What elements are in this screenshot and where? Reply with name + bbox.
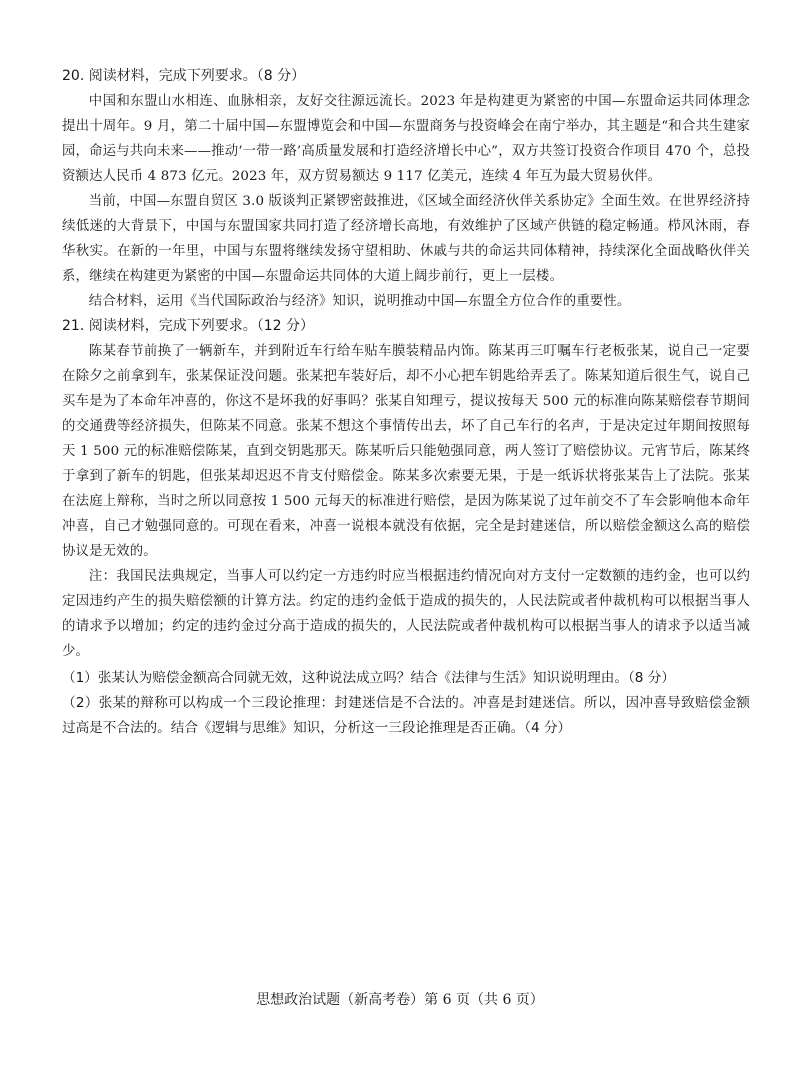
question-21-material-paragraph: 陈某春节前换了一辆新车，并到附近车行给车贴车膜装精品内饰。陈某再三叮嘱车行老板张某，说自己一定要在除夕之前拿到车，张某保证没问题。张某把车装好后，却不小心把车钥匙给弄丢了。陈某知道后很生气，说自己买车是为了本命年冲喜的，你这不是坏我的好事吗？张某自知理亏，提议按每天 500 元的标准向陈某赔偿春节期间的交通费等经济损失，但陈某不同意。张某不想这个事情传出去，坏了自己车行的名声，于是决定过年期间按照每天 1 500 元的标准赔偿陈某，直到交钥匙那天。陈某听后只能勉强同意，两人签订了赔偿协议。元宵节后，陈某终于拿到了新车的钥匙，但张某却迟迟不肯支付赔偿金。陈某多次索要无果，于是一纸诉状将张某告上了法院。张某在法庭上辩称，当时之所以同意按 1 500 元每天的标准进行赔偿，是因为陈某说了过年前交不了车会影响他本命年冲喜，自己才勉强同意的。可现在看来，冲喜一说根本就没有依据，完全是封建迷信，所以赔偿金额这么高的赔偿协议是无效的。: [62, 344, 750, 559]
question-20-material-paragraph-2: 当前，中国—东盟自贸区 3.0 版谈判正紧锣密鼓推进，《区域全面经济伙伴关系协定》全面生效。在世界经济持续低迷的大背景下，中国与东盟国家共同打造了经济增长高地，有效维护了区域产供链的稳定畅通。栉风沐雨，春华秋实。在新的一年里，中国与东盟将继续发扬守望相助、休戚与共的命运共同体精神，持续深化全面战略伙伴关系，继续在构建更为紧密的中国—东盟命运共同体的大道上阔步前行，更上一层楼。: [62, 194, 750, 284]
exam-page: [62, 64, 750, 741]
question-20-heading: 20. 阅读材料，完成下列要求。（8 分）: [62, 68, 306, 84]
question-21-subquestion-1: （1）张某认为赔偿金额高合同就无效，这种说法成立吗？结合《法律与生活》知识说明理由。（8 分）: [62, 670, 675, 686]
question-20-material-paragraph-1: 中国和东盟山水相连、血脉相亲，友好交往源远流长。2023 年是构建更为紧密的中国—东盟命运共同体理念提出十周年。9 月，第二十届中国—东盟博览会和中国—东盟商务与投资峰会在南宁举办，其主题是“和合共生建家园，命运与共向未来——推动‘一带一路’高质量发展和打造经济增长中心”，双方共签订投资合作项目 470 个，总投资额达人民币 4 873 亿元。2023 年，双方贸易额达 9 117 亿美元，连续 4 年互为最大贸易伙伴。: [62, 94, 750, 184]
question-21-subquestion-2: （2）张某的辩称可以构成一个三段论推理：封建迷信是不合法的。冲喜是封建迷信。所以，因冲喜导致赔偿金额过高是不合法的。结合《逻辑与思维》知识，分析这一三段论推理是否正确。（4 分）: [62, 695, 750, 736]
page-footer: 思想政治试题（新高考卷）第 6 页（共 6 页）: [256, 992, 544, 1008]
question-20-prompt: 结合材料，运用《当代国际政治与经济》知识，说明推动中国—东盟全方位合作的重要性。: [88, 294, 631, 309]
question-21-legal-note: 注：我国民法典规定，当事人可以约定一方违约时应当根据违约情况向对方支付一定数额的违约金，也可以约定因违约产生的损失赔偿额的计算方法。约定的违约金低于造成的损失的，人民法院或者仲裁机构可以根据当事人的请求予以增加；约定的违约金过分高于造成的损失的，人民法院或者仲裁机构可以根据当事人的请求予以适当减少。: [62, 569, 750, 659]
question-21-heading: 21. 阅读材料，完成下列要求。（12 分）: [62, 318, 314, 334]
